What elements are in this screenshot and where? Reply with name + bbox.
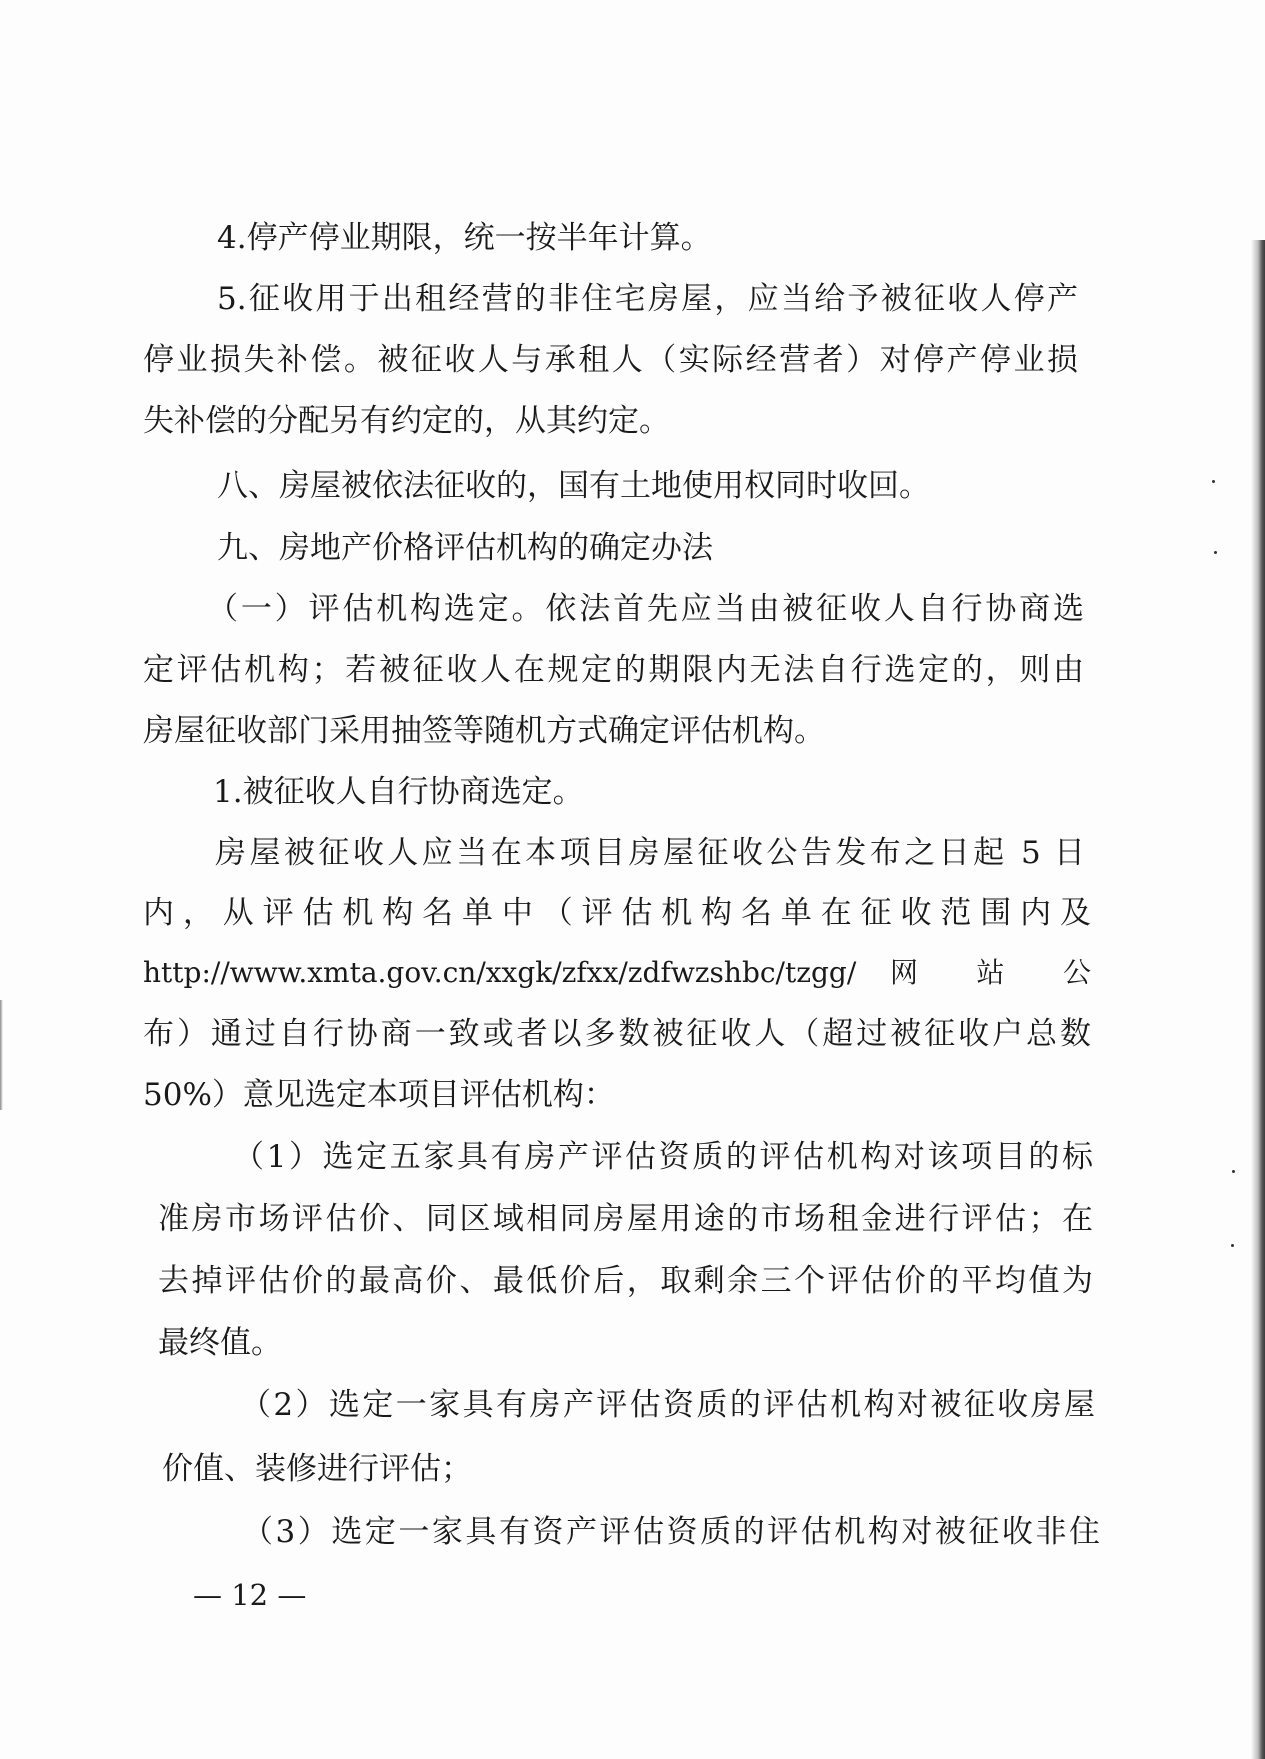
text-line: 失补偿的分配另有约定的，从其约定。 <box>143 403 670 439</box>
text-line: 4.停产停业期限，统一按半年计算。 <box>217 220 712 256</box>
text-line: （一）评估机构选定。依法首先应当由被征收人自行协商选 <box>207 591 1084 627</box>
scan-speck <box>1231 1244 1234 1247</box>
scan-edge-shadow <box>1251 240 1265 1759</box>
section-heading: 九、房地产价格评估机构的确定办法 <box>217 530 713 566</box>
text-line: 停业损失补偿。被征收人与承租人（实际经营者）对停产停业损 <box>143 342 1078 378</box>
scan-speck <box>1232 1170 1235 1173</box>
url-text-line: http://www.xmta.gov.cn/xxgk/zfxx/zdfwzshbc/tzgg/ 网 站 公 <box>143 956 1091 989</box>
text-line: （2）选定一家具有房产评估资质的评估机构对被征收房屋 <box>240 1387 1095 1423</box>
text-line: （3）选定一家具有资产评估资质的评估机构对被征收非住 <box>242 1514 1100 1550</box>
text-line: 布）通过自行协商一致或者以多数被征收人（超过被征收户总数 <box>143 1016 1091 1052</box>
scan-left-mark <box>0 1000 3 1110</box>
text-line: （1）选定五家具有房产评估资质的评估机构对该项目的标 <box>233 1139 1093 1175</box>
text-line: 价值、装修进行评估； <box>162 1451 472 1487</box>
text-line: 内，从评估机构名单中（评估机构名单在征收范围内及 <box>143 895 1091 931</box>
text-line: 定评估机构；若被征收人在规定的期限内无法自行选定的，则由 <box>143 652 1084 688</box>
text-line: 准房市场评估价、同区域相同房屋用途的市场租金进行评估；在 <box>158 1201 1093 1237</box>
scan-speck <box>1212 480 1215 483</box>
text-line: 房屋被征收人应当在本项目房屋征收公告发布之日起 5 日 <box>215 835 1085 871</box>
text-line: 最终值。 <box>158 1325 282 1361</box>
text-line: 5.征收用于出租经营的非住宅房屋，应当给予被征收人停产 <box>217 281 1078 317</box>
text-line: 去掉评估价的最高价、最低价后，取剩余三个评估价的平均值为 <box>158 1263 1093 1299</box>
text-line: 八、房屋被依法征收的，国有土地使用权同时收回。 <box>217 468 930 504</box>
text-line: 房屋征收部门采用抽签等随机方式确定评估机构。 <box>143 713 825 749</box>
text-line: 50%）意见选定本项目评估机构： <box>143 1077 615 1113</box>
scan-speck <box>1214 551 1217 554</box>
text-line: 1.被征收人自行协商选定。 <box>213 774 584 810</box>
page-number: — 12 — <box>193 1578 307 1612</box>
